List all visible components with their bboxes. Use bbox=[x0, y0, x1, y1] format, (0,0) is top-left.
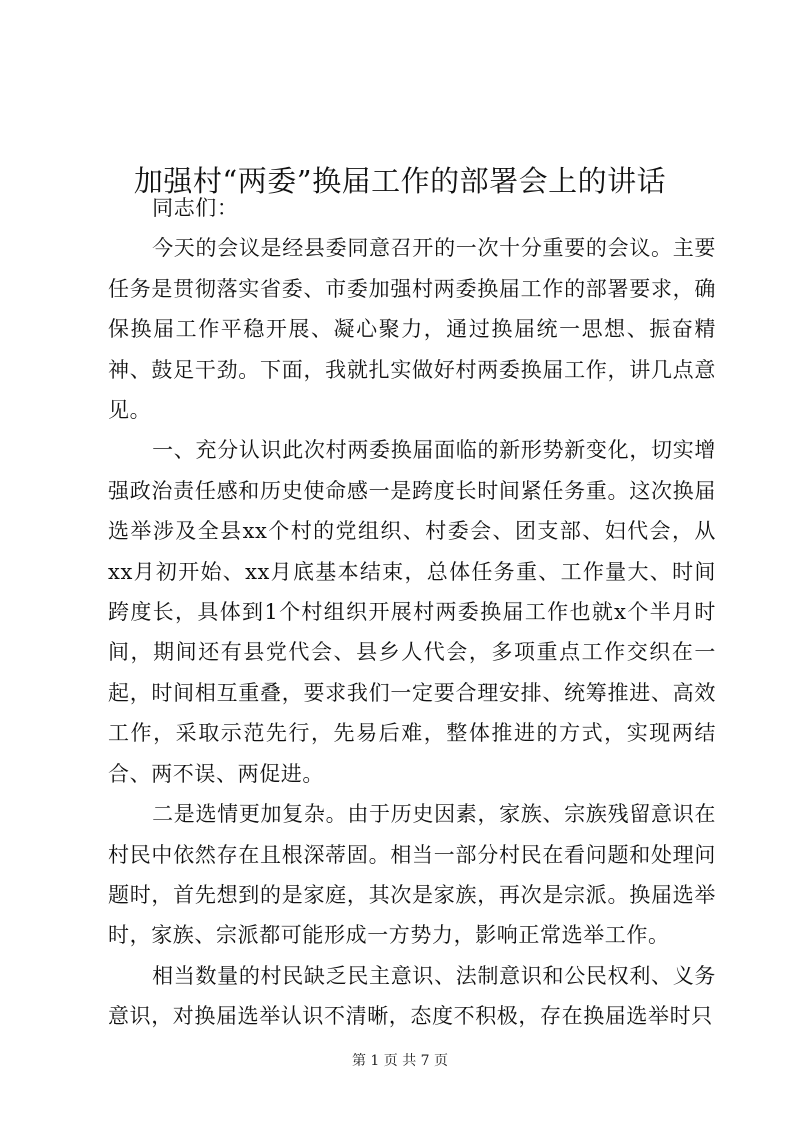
body-paragraph: 一、充分认识此次村两委换届面临的新形势新变化，切实增强政治责任感和历史使命感一是跨度长时间紧任务重。这次换届选举涉及全县xx个村的党组织、村委会、团支部、妇代会，从xx月初开始、xx月底基本结束，总体任务重、工作量大、时间跨度长，具体到1个村组织开展村两委换届工作也就x个半月时间，期间还有县党代会、县乡人代会，多项重点工作交织在一起，时间相互重叠，要求我们一定要合理安排、统筹推进、高效工作，采取示范先行，先易后难，整体推进的方式，实现两结合、两不误、两促进。 bbox=[108, 438, 716, 786]
body-paragraph: 相当数量的村民缺乏民主意识、法制意识和公民权利、义务意识，对换届选举认识不清晰，态度不积极，存在换届选举时只 bbox=[108, 963, 716, 1029]
body-paragraph: 二是选情更加复杂。由于历史因素，家族、宗族残留意识在村民中依然存在且根深蒂固。相当一部分村民在看问题和处理问题时，首先想到的是家庭，其次是家族，再次是宗派。换届选举时，家族、宗派都可能形成一方势力，影响正常选举工作。 bbox=[108, 802, 716, 948]
page-number-footer: 第 1 页 共 7 页 bbox=[351, 1053, 449, 1069]
document-body bbox=[108, 188, 716, 1037]
document-title: 加强村“两委”换届工作的部署会上的讲话 bbox=[133, 164, 667, 199]
body-paragraph: 今天的会议是经县委同意召开的一次十分重要的会议。主要任务是贯彻落实省委、市委加强村两委换届工作的部署要求，确保换届工作平稳开展、凝心聚力，通过换届统一思想、振奋精神、鼓足干劲。下面，我就扎实做好村两委换届工作，讲几点意见。 bbox=[108, 236, 716, 423]
salutation-paragraph: 同志们： bbox=[152, 196, 239, 220]
